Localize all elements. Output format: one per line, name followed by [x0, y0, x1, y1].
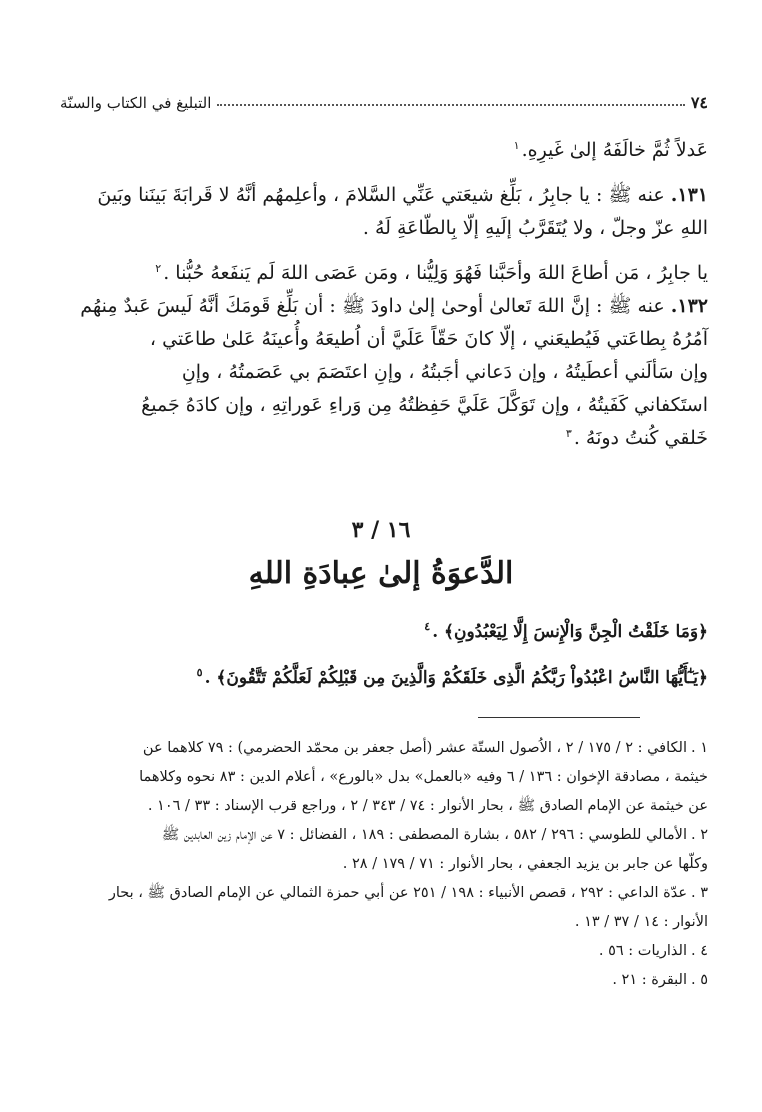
hadith-number: ١٣٢.	[670, 295, 708, 317]
hadith-131-line-3	[60, 257, 708, 290]
header-dot-leader	[217, 104, 684, 106]
footnote-3	[60, 879, 708, 908]
quran-verse-2	[60, 667, 708, 688]
quran-verse-1	[60, 621, 708, 642]
footnote-line: الذاريات : ٥٦ .	[598, 943, 687, 959]
hadith-text	[60, 134, 708, 455]
spacer	[60, 245, 708, 257]
footnote-3-line-2: الأنوار : ١٤ / ٣٧ / ١٣ .	[574, 914, 708, 930]
footnote-index: ٣ .	[690, 885, 708, 901]
hadith-131-line-1	[60, 179, 708, 212]
text-line: عنه ﷺ : إنَّ اللهَ تَعالىٰ أوحىٰ إلىٰ داودَ ﷺ : أن بَلِّغ قَومَكَ أنَّهُ لَيسَ عَبدٌ مِنهُم	[80, 295, 665, 317]
running-header	[60, 86, 708, 112]
text-line: يا جابِرُ ، مَن أطاعَ اللهَ وأحَبَّنا فَهُوَ وَلِيُّنا ، ومَن عَصَى اللهَ لَم يَنفَعهُ حُبُّنا .	[163, 262, 708, 284]
footnote-index: ١ .	[690, 740, 708, 756]
footnote-index: ٢ .	[690, 827, 708, 843]
footnote-4	[60, 937, 708, 966]
footnote-line: الكافي : ٢ / ١٧٥ / ٢ ، الاُصول الستّة عشر (أصل جعفر بن محمّد الحضرمي) : ٧٩ كلاهما عن	[142, 740, 687, 756]
footnote-line: الأمالي للطوسي : ٢٩٦ / ٥٨٢ ، بشارة المصطفى : ١٨٩ ، الفضائل : ٧ عن الإمام زين العابدين ﷺ	[161, 827, 687, 843]
running-title: التبليغ في الكتاب والسنّة	[60, 94, 212, 112]
verse-text: ﴿وَمَا خَلَقْتُ الْجِنَّ وَالْإِنسَ إِلَّا لِيَعْبُدُونِ﴾ .	[432, 622, 708, 642]
section-number: ١٦ / ٣	[351, 517, 411, 543]
footnote-ref[interactable]: ٢	[155, 261, 162, 275]
hadith-132-line-3: وإن سَألَني أعطَيتُهُ ، وإن دَعاني أجَبتُهُ ، وإنِ اعتَصَمَ بي عَصَمتُهُ ، وإنِ	[181, 361, 708, 383]
footnote-line: عدّة الداعي : ٢٩٢ ، قصص الأنبياء : ١٩٨ / ٢٥١ عن أبي حمزة الثمالي عن الإمام الصادق ﷺ ، بحار	[108, 885, 687, 901]
hadith-132-line-2: آمُرُهُ بِطاعَتي فَيُطيعَني ، إلّا كانَ حَقّاً عَلَيَّ أن اُطيعَهُ وأُعينَهُ عَلىٰ طاعَتي ،	[149, 328, 708, 350]
verse-text: ﴿يَـٰٓأَيُّهَا النَّاسُ اعْبُدُواْ رَبَّكُمُ الَّذِى خَلَقَكُمْ وَالَّذِينَ مِن قَبْلِكُمْ لَعَلَّكُمْ تَتَّقُونَ﴾ .	[204, 668, 708, 688]
footnote-ref[interactable]: ١	[513, 138, 520, 152]
footnote-1-line-3: عن خيثمة عن الإمام الصادق ﷺ ، بحار الأنوار : ٧٤ / ٣٤٣ / ٢ ، وراجع قرب الإسناد : ٣٣ / ١٠٦ .	[147, 798, 708, 814]
footnote-ref[interactable]: ٤	[424, 620, 431, 634]
text-line: عنه ﷺ : يا جابِرُ ، بَلِّغ شيعَتي عَنِّي السَّلامَ ، وأعلِمهُم أنَّهُ لا قَرابَةَ بَينَنا وبَينَ	[97, 184, 665, 206]
footnote-index: ٤ .	[690, 943, 708, 959]
hadith-131-line-2: اللهِ عزّ وجلّ ، ولا يُتَقَرَّبُ إلَيهِ إلّا بِالطّاعَةِ لَهُ .	[362, 217, 708, 239]
text-line: عَدلاً ثُمَّ خالَفَهُ إلىٰ غَيرِهِ.	[521, 139, 708, 161]
footnote-index: ٥ .	[690, 972, 708, 988]
footnote-2	[60, 821, 708, 850]
text-line: خَلقي كُنتُ دونَهُ .	[573, 427, 708, 449]
footnote-2-line-2: وكلّها عن جابر بن يزيد الجعفي ، بحار الأنوار : ٧١ / ١٧٩ / ٢٨ .	[342, 856, 708, 872]
footnote-1-line-2: خيثمة ، مصادقة الإخوان : ١٣٦ / ٦ وفيه «بالعمل» بدل «بالورع» ، أعلام الدين : ٨٣ نحوه وكلاهما	[139, 769, 708, 785]
footnote-line: البقرة : ٢١ .	[612, 972, 687, 988]
continued-line	[60, 134, 708, 167]
spacer	[60, 167, 708, 179]
hadith-132-line-4: استَكفاني كَفَيتُهُ ، وإن تَوَكَّلَ عَلَيَّ حَفِظتُهُ مِن وَراءِ عَوراتِهِ ، وإن كادَهُ جَميعُ	[141, 394, 708, 416]
footnote-separator	[478, 717, 640, 718]
page-number: ٧٤	[690, 93, 708, 112]
hadith-132-line-5	[60, 422, 708, 455]
section-title: الدَّعوَةُ إلىٰ عِبادَةِ اللهِ	[248, 556, 514, 591]
footnote-5	[60, 966, 708, 995]
footnote-ref[interactable]: ٥	[196, 666, 203, 680]
footnote-1	[60, 734, 708, 763]
footnote-ref[interactable]: ٣	[565, 426, 572, 440]
hadith-132-line-1	[60, 290, 708, 323]
hadith-number: ١٣١.	[670, 184, 708, 206]
footnotes	[60, 734, 708, 995]
